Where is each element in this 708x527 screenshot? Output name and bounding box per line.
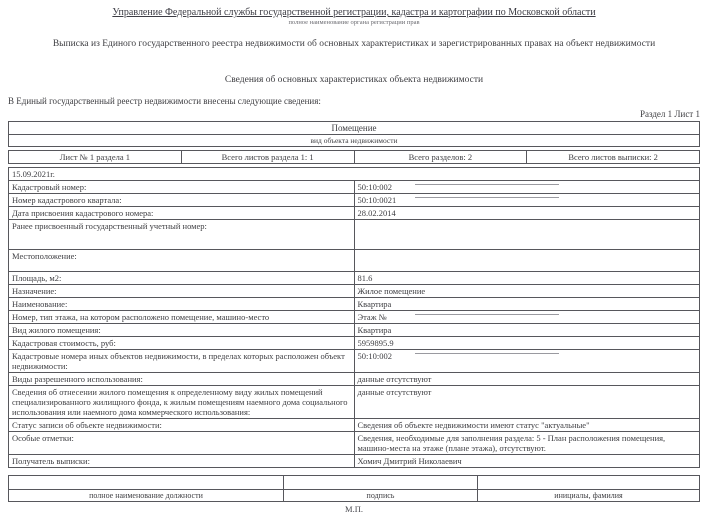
table-row bbox=[9, 250, 700, 272]
object-type-row bbox=[9, 122, 700, 135]
row-value: 81.6 bbox=[354, 272, 700, 285]
table-row bbox=[9, 181, 700, 194]
section-sheet-label: Раздел 1 Лист 1 bbox=[639, 109, 700, 119]
signature-sign-cell bbox=[284, 476, 478, 490]
table-row bbox=[9, 311, 700, 324]
row-value: Хомич Дмитрий Николаевич bbox=[354, 455, 700, 468]
row-value: Квартира bbox=[354, 298, 700, 311]
extract-date-row bbox=[9, 168, 700, 181]
section-title: Сведения об основных характеристиках объекта недвижимости bbox=[224, 75, 484, 85]
object-type-caption-row bbox=[9, 135, 700, 147]
document-title: Выписка из Единого государственного реестра недвижимости об основных характеристиках и зарегистрированных правах на объект недвижимости bbox=[52, 39, 656, 49]
row-value bbox=[354, 250, 700, 272]
table-row bbox=[9, 207, 700, 220]
signature-name-cell bbox=[478, 476, 700, 490]
row-value: 50:10:002 bbox=[354, 350, 700, 373]
sheet-info-cell: Всего листов выписки: 2 bbox=[527, 151, 700, 164]
extract-date: 15.09.2021г. bbox=[9, 168, 700, 181]
row-label: Номер кадастрового квартала: bbox=[9, 194, 355, 207]
signature-caption: подпись bbox=[284, 490, 478, 502]
row-label: Получатель выписки: bbox=[9, 455, 355, 468]
table-row bbox=[9, 419, 700, 432]
row-value: 50:10:002 bbox=[354, 181, 700, 194]
object-type-table bbox=[8, 121, 700, 147]
row-value: 28.02.2014 bbox=[354, 207, 700, 220]
sheet-info-row bbox=[9, 151, 700, 164]
object-type-caption: вид объекта недвижимости bbox=[9, 135, 700, 147]
sheet-info-cell: Лист № 1 раздела 1 bbox=[9, 151, 182, 164]
signature-blank-row bbox=[9, 476, 700, 490]
signature-caption-row bbox=[9, 490, 700, 502]
row-label: Кадастровая стоимость, руб: bbox=[9, 337, 355, 350]
row-value: данные отсутствуют bbox=[354, 373, 700, 386]
signature-caption: инициалы, фамилия bbox=[478, 490, 700, 502]
table-row bbox=[9, 455, 700, 468]
row-value: Квартира bbox=[354, 324, 700, 337]
row-label: Местоположение: bbox=[9, 250, 355, 272]
row-label: Вид жилого помещения: bbox=[9, 324, 355, 337]
row-label: Виды разрешенного использования: bbox=[9, 373, 355, 386]
table-row bbox=[9, 432, 700, 455]
row-label: Назначение: bbox=[9, 285, 355, 298]
row-label: Особые отметки: bbox=[9, 432, 355, 455]
row-label: Площадь, м2: bbox=[9, 272, 355, 285]
table-row bbox=[9, 272, 700, 285]
signature-caption: полное наименование должности bbox=[9, 490, 284, 502]
sheet-info-cell: Всего листов раздела 1: 1 bbox=[181, 151, 354, 164]
authority-subtitle: полное наименование органа регистрации прав bbox=[288, 19, 420, 26]
table-row bbox=[9, 220, 700, 250]
authority-title: Управление Федеральной службы государственной регистрации, кадастра и картографии по Московской области bbox=[112, 7, 596, 18]
row-value: Сведения, необходимые для заполнения раздела: 5 - План расположения помещения, машино-места на этаже (плане этажа), отсутствуют. bbox=[354, 432, 700, 455]
row-label: Дата присвоения кадастрового номера: bbox=[9, 207, 355, 220]
row-label: Сведения об отнесении жилого помещения к определенному виду жилых помещений специализированного жилищного фонда, к жилым помещениям наемного дома социального использования или наемного дома коммерческого использования: bbox=[9, 386, 355, 419]
row-value: данные отсутствуют bbox=[354, 386, 700, 419]
intro-text: В Единый государственный реестр недвижимости внесены следующие сведения: bbox=[8, 96, 321, 106]
table-row bbox=[9, 350, 700, 373]
table-row bbox=[9, 285, 700, 298]
row-label: Статус записи об объекте недвижимости: bbox=[9, 419, 355, 432]
table-row bbox=[9, 298, 700, 311]
object-type-value: Помещение bbox=[9, 122, 700, 135]
signature-table bbox=[8, 475, 700, 502]
characteristics-table bbox=[8, 167, 700, 468]
table-row bbox=[9, 386, 700, 419]
sheet-info-cell: Всего разделов: 2 bbox=[354, 151, 527, 164]
row-value: Жилое помещение bbox=[354, 285, 700, 298]
row-label: Ранее присвоенный государственный учетный номер: bbox=[9, 220, 355, 250]
row-label: Кадастровый номер: bbox=[9, 181, 355, 194]
row-value bbox=[354, 220, 700, 250]
sheet-info-table bbox=[8, 150, 700, 164]
row-value: Этаж № bbox=[354, 311, 700, 324]
table-row bbox=[9, 324, 700, 337]
stamp-label: М.П. bbox=[345, 504, 363, 514]
row-label: Кадастровые номера иных объектов недвижимости, в пределах которых расположен объект недвижимости: bbox=[9, 350, 355, 373]
table-row bbox=[9, 337, 700, 350]
table-row bbox=[9, 373, 700, 386]
table-row bbox=[9, 194, 700, 207]
row-value: 50:10:0021 bbox=[354, 194, 700, 207]
row-value: Сведения об объекте недвижимости имеют статус "актуальные" bbox=[354, 419, 700, 432]
row-label: Номер, тип этажа, на котором расположено помещение, машино-место bbox=[9, 311, 355, 324]
row-label: Наименование: bbox=[9, 298, 355, 311]
row-value: 5959895.9 bbox=[354, 337, 700, 350]
signature-position-cell bbox=[9, 476, 284, 490]
